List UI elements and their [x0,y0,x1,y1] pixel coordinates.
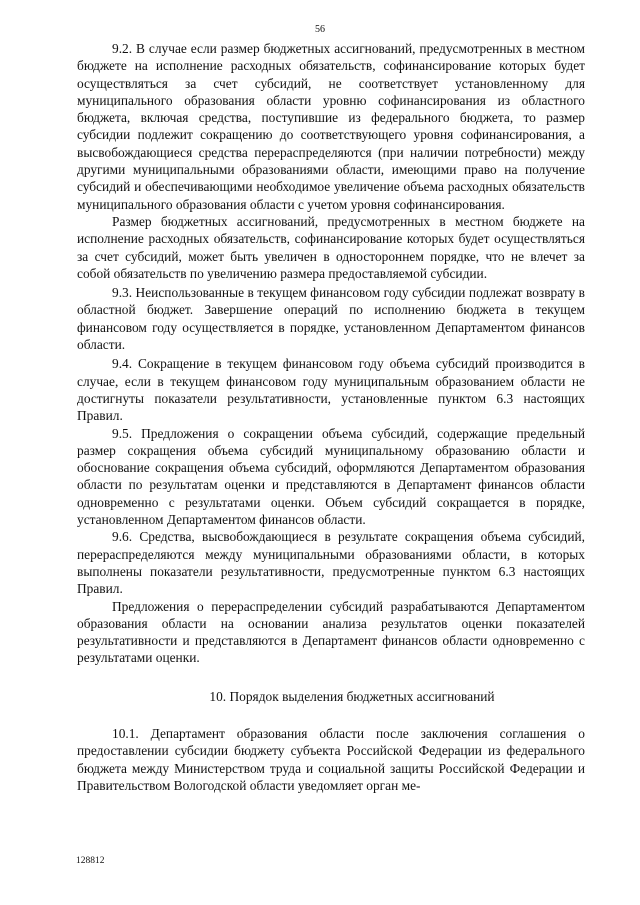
paragraph-9-5: 9.5. Предложения о сокращении объема субсидий, содержащие предельный размер сокращения объема субсидий муниципальному образованию области и обоснование сокращения объема субсидий, оформляются Департаментом образования области по результатам оценки и представляются в Департамент финансов области одновременно с результатами оценки. Объем субсидий сокращается в порядке, установленном Департаментом финансов области. [77,425,585,528]
section-heading: 10. Порядок выделения бюджетных ассигнований [209,688,495,704]
footer-document-code: 128812 [76,856,105,866]
paragraph-10-1: 10.1. Департамент образования области после заключения соглашения о предоставлении субсидии бюджету субъекта Российской Федерации из федерального бюджета между Министерством труда и социальной защиты Российской Федерации и Правительством Вологодской области уведомляет орган ме- [77,725,585,793]
paragraph-redistribution: Предложения о перераспределении субсидий разрабатываются Департаментом образования области на основании анализа результатов оценки показателей результативности и представляются в Департамент финансов области одновременно с результатами оценки. [77,598,585,666]
page-number: 56 [315,24,325,35]
document-body [77,40,585,794]
paragraph-9-3: 9.3. Неиспользованные в текущем финансовом году субсидии подлежат возврату в областной бюджет. Завершение операций по исполнению бюджета в текущем финансовом году осуществляется в порядке, установленном Департаментом финансов области. [77,285,585,353]
paragraph-9-2: 9.2. В случае если размер бюджетных ассигнований, предусмотренных в местном бюджете на исполнение расходных обязательств, софинансирование которых будет осуществляться за счет субсидий, не соответствует установленному для муниципального образования области уровню софинансирования из областного бюджета, включая средства, поступившие из федерального бюджета, то размер субсидии подлежит сокращению до соответствующего уровня софинансирования, а высвобождающиеся средства перераспределяются (при наличии потребности) между другими муниципальными образованиями области, имеющими право на получение субсидий и обеспечивающими необходимое увеличение объема расходных обязательств муниципального образования области с учетом уровня софинансирования. [77,41,585,212]
paragraph-9-6: 9.6. Средства, высвобождающиеся в результате сокращения объема субсидий, перераспределяются между муниципальными образованиями области, в которых выполнены показатели результативности, предусмотренные пунктом 6.3 настоящих Правил. [77,529,585,597]
paragraph-budget-size: Размер бюджетных ассигнований, предусмотренных в местном бюджете на исполнение расходных обязательств, софинансирование которых будет осуществляться за счет субсидий, может быть увеличен в одностороннем порядке, что не влечет за собой обязательств по увеличению размера предоставляемой субсидии. [77,213,585,281]
paragraph-9-4: 9.4. Сокращение в текущем финансовом году объема субсидий производится в случае, если в текущем финансовом году муниципальным образованием области не достигнуты показатели результативности, установленные пунктом 6.3 настоящих Правил. [77,356,585,424]
